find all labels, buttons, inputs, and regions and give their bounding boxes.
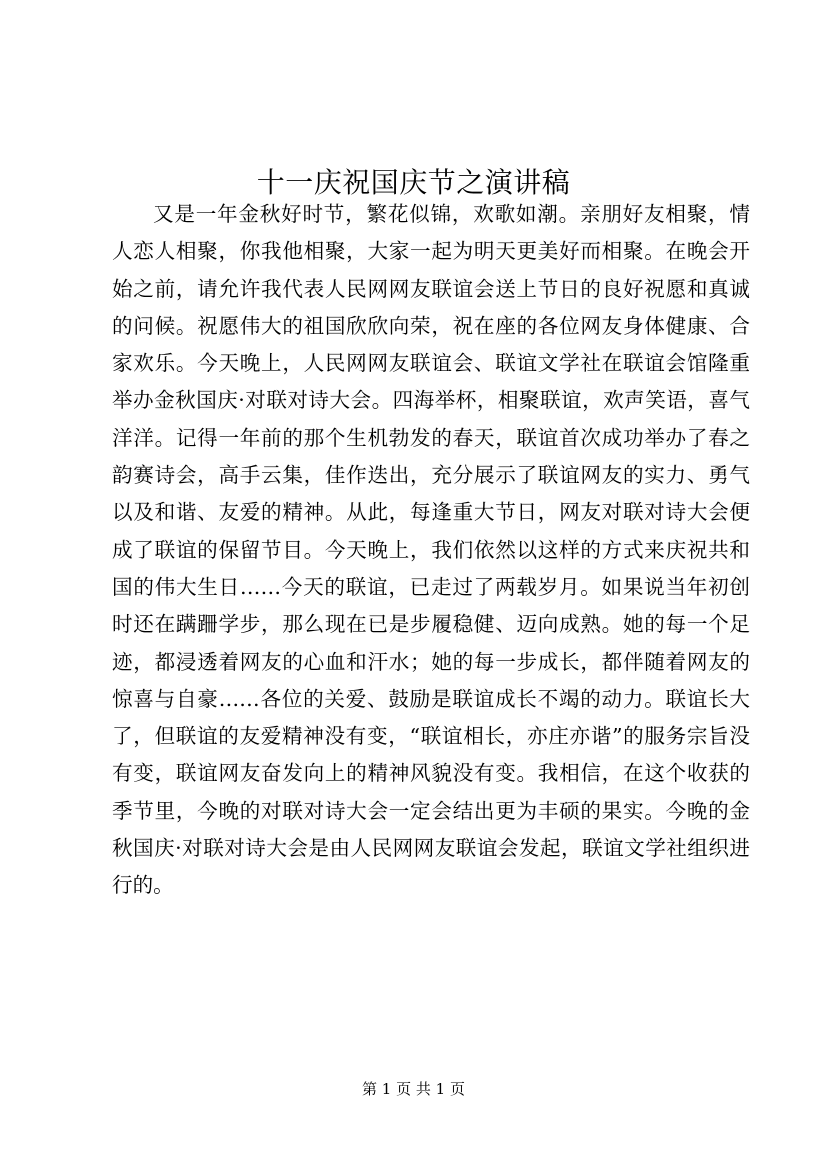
- page-title: 十一庆祝国庆节之演讲稿: [256, 165, 571, 199]
- page-number-footer: 第 1 页 共 1 页: [362, 1080, 465, 1098]
- speech-paragraph: 又是一年金秋好时节，繁花似锦，欢歌如潮。亲朋好友相聚，情人恋人相聚，你我他相聚，大家一起为明天更美好而相聚。在晚会开始之前，请允许我代表人民网网友联谊会送上节日的良好祝愿和真诚的问候。祝愿伟大的祖国欣欣向荣，祝在座的各位网友身体健康、合家欢乐。今天晚上，人民网网友联谊会、联谊文学社在联谊会馆隆重举办金秋国庆·对联对诗大会。四海举杯，相聚联谊，欢声笑语，喜气洋洋。记得一年前的那个生机勃发的春天，联谊首次成功举办了春之韵赛诗会，高手云集，佳作迭出，充分展示了联谊网友的实力、勇气以及和谐、友爱的精神。从此，每逢重大节日，网友对联对诗大会便成了联谊的保留节目。今天晚上，我们依然以这样的方式来庆祝共和国的伟大生日……今天的联谊，已走过了两载岁月。如果说当年初创时还在蹒跚学步，那么现在已是步履稳健、迈向成熟。她的每一个足迹，都浸透着网友的心血和汗水；她的每一步成长，都伴随着网友的惊喜与自豪……各位的关爱、鼓励是联谊成长不竭的动力。联谊长大了，但联谊的友爱精神没有变，“联谊相长，亦庄亦谐”的服务宗旨没有变，联谊网友奋发向上的精神风貌没有变。我相信，在这个收获的季节里，今晚的对联对诗大会一定会结出更为丰硕的果实。今晚的金秋国庆·对联对诗大会是由人民网网友联谊会发起，联谊文学社组织进行的。: [112, 202, 750, 898]
